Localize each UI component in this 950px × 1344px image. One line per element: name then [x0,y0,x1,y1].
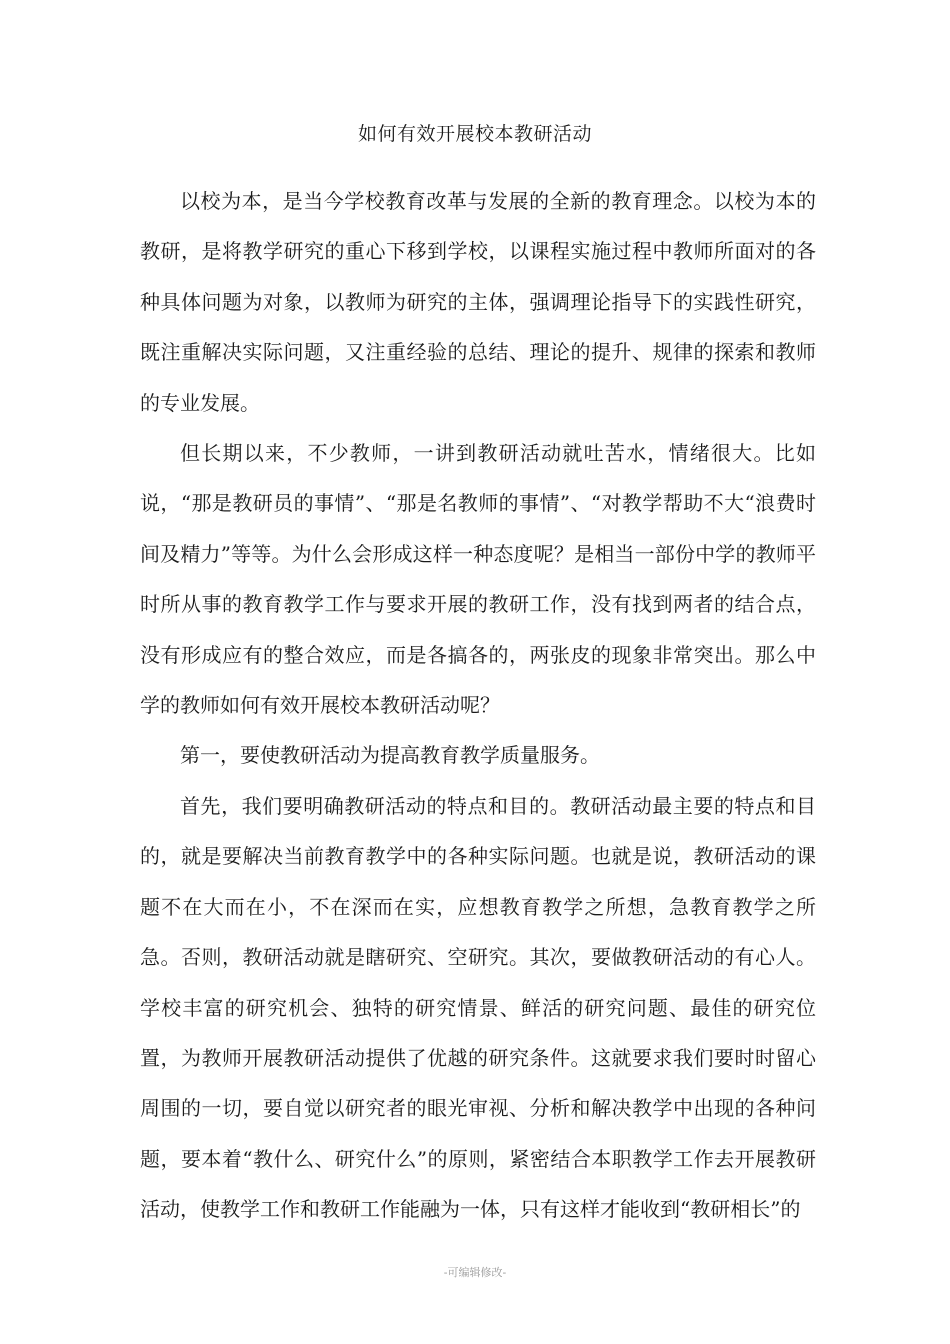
paragraph-1: 以校为本，是当今学校教育改革与发展的全新的教育理念。以校为本的教研，是将教学研究的重心下移到学校，以课程实施过程中教师所面对的各种具体问题为对象，以教师为研究的主体，强调理论指导下的实践性研究，既注重解决实际问题，又注重经验的总结、理论的提升、规律的探索和教师的专业发展。 [140,189,816,415]
paragraph-2: 但长期以来，不少教师，一讲到教研活动就吐苦水，情绪很大。比如说，“那是教研员的事情”、“那是名教师的事情”、“对教学帮助不大“浪费时间及精力”等等。为什么会形成这样一种态度呢？是相当一部份中学的教师平时所从事的教育教学工作与要求开展的教研工作，没有找到两者的结合点，没有形成应有的整合效应，而是各搞各的，两张皮的现象非常突出。那么中学的教师如何有效开展校本教研活动呢？ [140,441,816,718]
page-footer: -可编辑修改- [443,1266,507,1279]
document-title: 如何有效开展校本教研活动 [357,123,592,145]
paragraph-4: 首先，我们要明确教研活动的特点和目的。教研活动最主要的特点和目的，就是要解决当前教育教学中的各种实际问题。也就是说，教研活动的课题不在大而在小，不在深而在实，应想教育教学之所想，急教育教学之所急。否则，教研活动就是瞎研究、空研究。其次，要做教研活动的有心人。学校丰富的研究机会、独特的研究情景、鲜活的研究问题、最佳的研究位置，为教师开展教研活动提供了优越的研究条件。这就要求我们要时时留心周围的一切，要自觉以研究者的眼光审视、分析和解决教学中出现的各种问题，要本着“教什么、研究什么”的原则，紧密结合本职教学工作去开展教研活动，使教学工作和教研工作能融为一体，只有这样才能收到“教研相长”的 [140,793,816,1222]
paragraph-3: 第一，要使教研活动为提高教育教学质量服务。 [180,743,600,768]
document-body [140,176,816,1235]
